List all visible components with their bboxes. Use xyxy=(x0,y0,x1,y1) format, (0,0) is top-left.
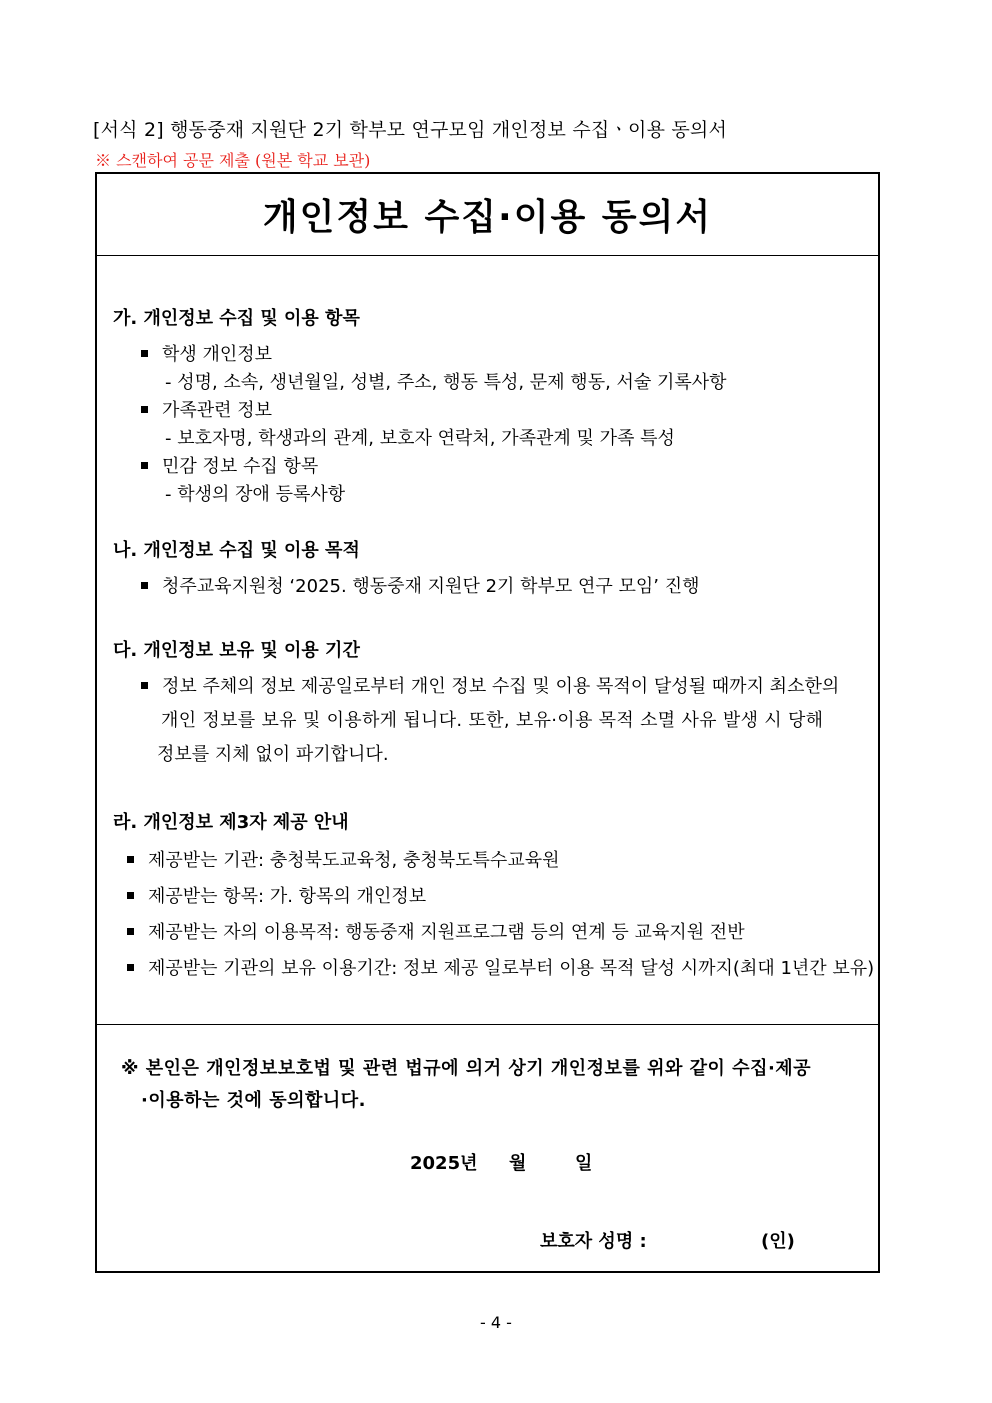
consent-statement-cont: ·이용하는 것에 동의합니다. xyxy=(141,1090,366,1111)
square-bullet-icon xyxy=(141,582,148,589)
section-c-heading: 다. 개인정보 보유 및 이용 기간 xyxy=(113,640,360,661)
square-bullet-icon xyxy=(127,928,134,935)
paragraph-line: 정보를 지체 없이 파기합니다. xyxy=(157,744,389,765)
square-bullet-icon xyxy=(127,964,134,971)
title-row xyxy=(97,174,878,256)
date-month: 월 xyxy=(509,1153,527,1174)
square-bullet-icon xyxy=(127,856,134,863)
date-day: 일 xyxy=(575,1153,593,1174)
section-divider xyxy=(97,1024,878,1025)
square-bullet-icon xyxy=(127,892,134,899)
list-item xyxy=(141,572,700,598)
list-item xyxy=(141,452,318,478)
section-d-heading: 라. 개인정보 제3자 제공 안내 xyxy=(113,812,349,833)
seal-mark: (인) xyxy=(761,1231,795,1252)
list-item-label: 학생 개인정보 xyxy=(162,344,273,365)
list-item-detail: - 보호자명, 학생과의 관계, 보호자 연락처, 가족관계 및 가족 특성 xyxy=(165,428,675,449)
list-item-detail: - 성명, 소속, 생년월일, 성별, 주소, 행동 특성, 문제 행동, 서술 기록사항 xyxy=(165,372,727,393)
list-item xyxy=(127,846,560,872)
consent-statement: ※ 본인은 개인정보보호법 및 관련 법규에 의거 상기 개인정보를 위와 같이 수집·제공 xyxy=(121,1058,812,1079)
list-item-label: 제공받는 자의 이용목적: 행동중재 지원프로그램 등의 연계 등 교육지원 전반 xyxy=(148,922,745,943)
list-item xyxy=(127,954,874,980)
square-bullet-icon xyxy=(141,406,148,413)
list-item-label: 제공받는 기관: 충청북도교육청, 충청북도특수교육원 xyxy=(148,850,560,871)
guardian-name-label: 보호자 성명 : xyxy=(540,1231,647,1252)
list-item-label: 민감 정보 수집 항목 xyxy=(162,456,319,477)
list-item xyxy=(141,396,272,422)
list-item xyxy=(141,340,272,366)
square-bullet-icon xyxy=(141,682,148,689)
page-number: - 4 - xyxy=(480,1313,512,1332)
list-item xyxy=(127,918,745,944)
list-item-label: 가족관련 정보 xyxy=(162,400,273,421)
list-item-label: 청주교육지원청 ‘2025. 행동중재 지원단 2기 학부모 연구 모임’ 진행 xyxy=(162,576,700,597)
square-bullet-icon xyxy=(141,350,148,357)
paragraph-line: 개인 정보를 보유 및 이용하게 됩니다. 또한, 보유·이용 목적 소멸 사유 발생 시 당해 xyxy=(161,710,824,731)
paragraph-line: 정보 주체의 정보 제공일로부터 개인 정보 수집 및 이용 목적이 달성될 때까지 최소한의 xyxy=(162,676,840,697)
list-item-label: 제공받는 항목: 가. 항목의 개인정보 xyxy=(148,886,427,907)
consent-form-box xyxy=(95,172,880,1273)
square-bullet-icon xyxy=(141,462,148,469)
list-item xyxy=(141,672,839,698)
list-item-label: 제공받는 기관의 보유 이용기간: 정보 제공 일로부터 이용 목적 달성 시까지(최대 1년간 보유) xyxy=(148,958,875,979)
section-b-heading: 나. 개인정보 수집 및 이용 목적 xyxy=(113,540,360,561)
list-item xyxy=(127,882,426,908)
document-title: 개인정보 수집·이용 동의서 xyxy=(262,197,713,238)
submission-note: ※ 스캔하여 공문 제출 (원본 학교 보관) xyxy=(95,151,371,170)
section-a-heading: 가. 개인정보 수집 및 이용 항목 xyxy=(113,308,360,329)
date-year: 2025년 xyxy=(410,1153,478,1174)
list-item-detail: - 학생의 장애 등록사항 xyxy=(165,484,346,505)
form-title: [서식 2] 행동중재 지원단 2기 학부모 연구모임 개인정보 수집ㆍ이용 동의서 xyxy=(93,119,728,141)
